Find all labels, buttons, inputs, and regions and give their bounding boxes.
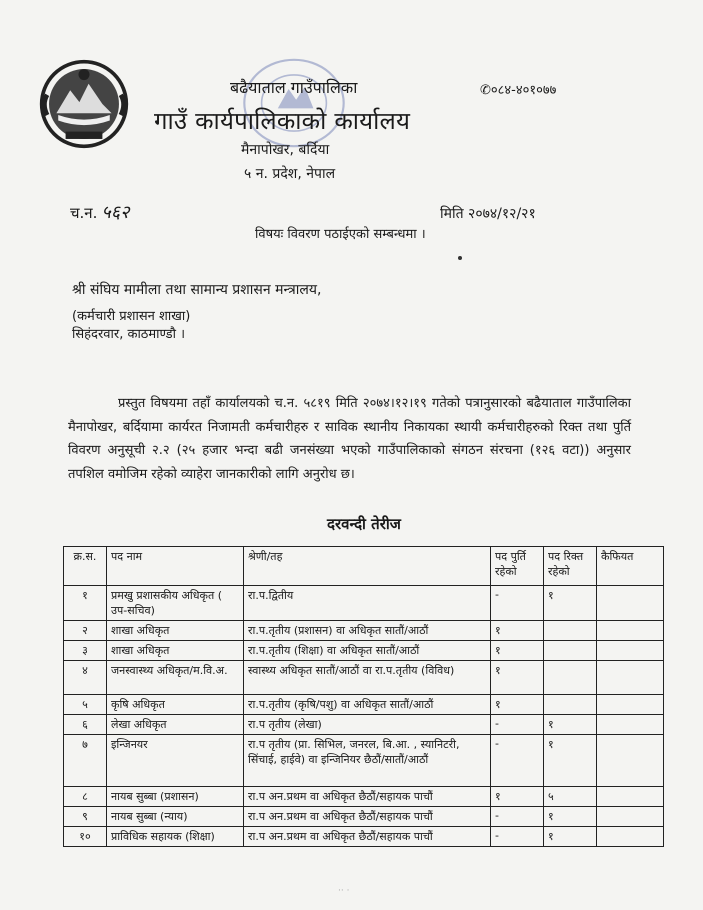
office-seal-icon — [240, 54, 348, 152]
cell-serial: १० — [64, 827, 107, 847]
cell-class-level: रा.प.तृतीय (कृषि/पशु) वा अधिकृत सातौं/आठौं — [244, 695, 491, 715]
cell-filled: १ — [491, 787, 544, 807]
cell-vacant: १ — [544, 735, 597, 787]
reference-label: च.न. — [70, 204, 98, 222]
cell-post-name: प्राविधिक सहायक (शिक्षा) — [107, 827, 244, 847]
cell-post-name: जनस्वास्थ्य अधिकृत/म.वि.अ. — [107, 661, 244, 695]
header-vacant: पद रिक्त रहेको — [544, 547, 597, 586]
table-row — [64, 715, 664, 735]
cell-serial: ९ — [64, 807, 107, 827]
cell-filled: १ — [491, 621, 544, 641]
nepal-emblem-icon — [38, 58, 130, 150]
table-row — [64, 586, 664, 621]
table-row — [64, 827, 664, 847]
cell-vacant: १ — [544, 586, 597, 621]
cell-remarks — [597, 641, 664, 661]
letter-date: मिति २०७४/१२/२१ — [440, 206, 536, 222]
office-name-line1: बढैयाताल गाउँपालिका — [230, 78, 358, 97]
cell-filled: - — [491, 586, 544, 621]
header-remarks: कैफियत — [597, 547, 664, 586]
header-class-level: श्रेणी/तह — [244, 547, 491, 586]
cell-remarks — [597, 586, 664, 621]
office-phone: ✆०८४-४०१०७७ — [480, 83, 557, 98]
cell-vacant — [544, 695, 597, 715]
cell-post-name: शाखा अधिकृत — [107, 621, 244, 641]
cell-serial: ६ — [64, 715, 107, 735]
cell-post-name: शाखा अधिकृत — [107, 641, 244, 661]
cell-post-name: नायब सुब्बा (प्रशासन) — [107, 787, 244, 807]
cell-post-name: कृषि अधिकृत — [107, 695, 244, 715]
cell-serial: ३ — [64, 641, 107, 661]
office-province: ५ न. प्रदेश, नेपाल — [244, 166, 336, 182]
table-title: दरवन्दी तेरीज — [327, 515, 401, 533]
cell-filled: १ — [491, 641, 544, 661]
cell-vacant: १ — [544, 715, 597, 735]
cell-vacant: १ — [544, 827, 597, 847]
office-location: मैनापोखर, बर्दिया — [241, 142, 330, 158]
table-row — [64, 661, 664, 695]
office-name-line2: गाउँ कार्यपालिकाको कार्यालय — [154, 107, 411, 135]
cell-class-level: रा.प.तृतीय (शिक्षा) वा अधिकृत सातौं/आठौं — [244, 641, 491, 661]
cell-remarks — [597, 621, 664, 641]
cell-remarks — [597, 695, 664, 715]
cell-remarks — [597, 715, 664, 735]
letter-body: प्रस्तुत विषयमा तहाँ कार्यालयको च.न. ५८१९ मिति २०७४।१२।१९ गतेको पत्रानुसारको बढैयाताल गाउँपालिका मैनापोखर, बर्दियामा कार्यरत निजामती कर्मचारीहरु र साविक स्थानीय निकायका स्थायी कर्मचारीहरुको रिक्त तथा पुर्ति विवरण अनुसूची २.२ (२५ हजार भन्दा बढी जनसंख्या भएको गाउँपालिकाको संगठन संरचना (१२६ वटा)) अनुसार तपशिल वमोजिम रहेको व्याहेरा जानकारीको लागि अनुरोध छ। — [68, 396, 631, 482]
table-row — [64, 641, 664, 661]
recipient-line1: श्री संघिय मामीला तथा सामान्य प्रशासन मन्त्रालय, — [72, 282, 322, 298]
cell-vacant — [544, 661, 597, 695]
table-header-row — [64, 547, 664, 586]
cell-vacant: ५ — [544, 787, 597, 807]
cell-class-level: रा.प.द्वितीय — [244, 586, 491, 621]
cell-vacant — [544, 621, 597, 641]
cell-filled: १ — [491, 695, 544, 715]
cell-class-level: रा.प.तृतीय (प्रशासन) वा अधिकृत सातौं/आठौं — [244, 621, 491, 641]
letter-subject: विषयः विवरण पठाईएको सम्बन्धमा । — [255, 227, 426, 242]
cell-filled: - — [491, 735, 544, 787]
cell-filled: - — [491, 715, 544, 735]
cell-class-level: स्वास्थ्य अधिकृत सातौं/आठौं वा रा.प.तृतीय (विविध) — [244, 661, 491, 695]
cell-filled: - — [491, 807, 544, 827]
table-row — [64, 807, 664, 827]
cell-serial: ५ — [64, 695, 107, 715]
cell-filled: - — [491, 827, 544, 847]
cell-remarks — [597, 827, 664, 847]
cell-remarks — [597, 787, 664, 807]
cell-post-name: इन्जिनयर — [107, 735, 244, 787]
cell-class-level: रा.प अन.प्रथम वा अधिकृत छैठौं/सहायक पाचौं — [244, 787, 491, 807]
cell-serial: ८ — [64, 787, 107, 807]
header-post-name: पद नाम — [107, 547, 244, 586]
cell-serial: ७ — [64, 735, 107, 787]
table-row — [64, 695, 664, 715]
cell-post-name: प्रमखु प्रशासकीय अधिकृत ( उप-सचिव) — [107, 586, 244, 621]
cell-post-name: नायब सुब्बा (न्याय) — [107, 807, 244, 827]
table-row — [64, 787, 664, 807]
cell-class-level: रा.प अन.प्रथम वा अधिकृत छैठौं/सहायक पाचौं — [244, 827, 491, 847]
cell-filled: १ — [491, 661, 544, 695]
reference-number — [70, 200, 129, 224]
header-filled: पद पुर्ति रहेको — [491, 547, 544, 586]
cell-class-level: रा.प अन.प्रथम वा अधिकृत छैठौं/सहायक पाचौं — [244, 807, 491, 827]
table-row — [64, 621, 664, 641]
position-table — [63, 546, 664, 847]
cell-serial: ४ — [64, 661, 107, 695]
cell-class-level: रा.प तृतीय (प्रा. सिभिल, जनरल, बि.आ. , स्यानिटरी, सिंचाई, हाईवे) वा इन्जिनियर छैठौं/सातौं/आठौं — [244, 735, 491, 787]
cell-vacant — [544, 641, 597, 661]
recipient-line3: सिहंदरवार, काठमाण्डौ । — [72, 327, 186, 342]
header-serial: क्र.स. — [64, 547, 107, 586]
cell-serial: २ — [64, 621, 107, 641]
recipient-line2: (कर्मचारी प्रशासन शाखा) — [72, 309, 191, 324]
cell-remarks — [597, 661, 664, 695]
cell-remarks — [597, 735, 664, 787]
cell-class-level: रा.प तृतीय (लेखा) — [244, 715, 491, 735]
cell-serial: १ — [64, 586, 107, 621]
ink-dot — [458, 256, 462, 260]
cell-vacant: १ — [544, 807, 597, 827]
table-row — [64, 735, 664, 787]
cell-post-name: लेखा अधिकृत — [107, 715, 244, 735]
page-mark: ·· · — [338, 886, 350, 896]
reference-value: ५६२ — [101, 202, 130, 223]
cell-remarks — [597, 807, 664, 827]
